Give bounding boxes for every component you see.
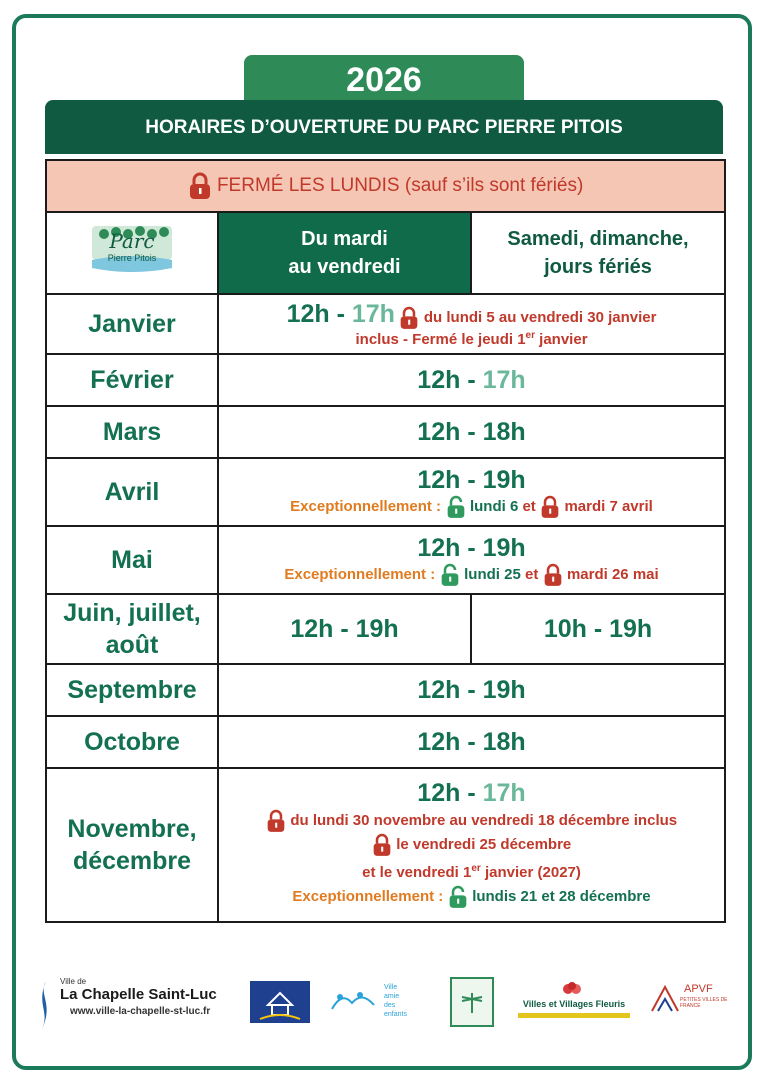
hours-range: 12h - 19h bbox=[417, 533, 526, 562]
house-icon bbox=[250, 981, 310, 1023]
hours-fevrier bbox=[218, 354, 725, 406]
city-name: La Chapelle Saint-Luc bbox=[60, 986, 217, 1003]
month-janvier: Janvier bbox=[46, 294, 218, 354]
hours-range: 12h - 19h bbox=[417, 465, 526, 494]
hours-ete-weekend: 10h - 19h bbox=[471, 594, 725, 664]
month-ete-line2: août bbox=[105, 631, 159, 659]
month-ete bbox=[46, 594, 218, 664]
open-padlock-icon bbox=[440, 563, 460, 587]
unicef-friendly-city-logo bbox=[330, 981, 420, 1025]
weekend-header-line2: jours fériés bbox=[544, 256, 652, 278]
exception-closed: mardi 7 avril bbox=[564, 497, 653, 515]
closure-note-2sup: er bbox=[525, 329, 535, 341]
weekday-header-line2: au vendredi bbox=[288, 256, 401, 278]
hours-close: 17h bbox=[482, 778, 526, 807]
closure-note-3a: et le vendredi 1 bbox=[362, 864, 472, 882]
exception-and: et bbox=[520, 565, 543, 583]
closed-padlock-icon bbox=[399, 306, 419, 330]
hours-open: 12h bbox=[417, 778, 461, 807]
exception-open: lundis 21 et 28 décembre bbox=[472, 888, 651, 906]
closure-note: du lundi 30 novembre au vendredi 18 décembre inclus bbox=[290, 811, 678, 829]
page-title: HORAIRES D’OUVERTURE DU PARC PIERRE PITOIS bbox=[45, 100, 723, 154]
month-septembre: Septembre bbox=[46, 664, 218, 716]
flower-icon bbox=[562, 981, 582, 997]
exception-open: lundi 6 bbox=[469, 497, 519, 515]
city-logo-prefix: Ville de bbox=[60, 977, 87, 986]
month-ete-line1: Juin, juillet, bbox=[63, 599, 201, 627]
hours-open: 12h bbox=[286, 300, 330, 329]
month-mai: Mai bbox=[46, 526, 218, 594]
hours-ete-weekday: 12h - 19h bbox=[218, 594, 471, 664]
weekday-header-line1: Du mardi bbox=[301, 228, 388, 250]
year-badge: 2026 bbox=[244, 55, 524, 105]
city-url: www.ville-la-chapelle-st-luc.fr bbox=[70, 1006, 211, 1017]
hours-sep: - bbox=[460, 417, 483, 446]
hours-close: 17h bbox=[482, 365, 526, 394]
closed-padlock-icon bbox=[266, 809, 286, 833]
hours-sep: - bbox=[460, 365, 483, 394]
weekend-header-line1: Samedi, dimanche, bbox=[507, 228, 689, 250]
hours-mars bbox=[218, 406, 725, 458]
exception-closed: mardi 26 mai bbox=[566, 565, 659, 583]
hours-close: 17h bbox=[351, 300, 395, 329]
closure-note-2a: inclus - Fermé le jeudi 1 bbox=[355, 330, 526, 348]
weekend-header bbox=[471, 212, 725, 294]
building-icon bbox=[650, 983, 680, 1013]
apvf-subtitle: PETITES VILLES DE FRANCE bbox=[680, 997, 728, 1009]
park-logo-subtitle: Pierre Pitois bbox=[107, 252, 157, 263]
closed-mondays-banner bbox=[46, 160, 725, 212]
closed-padlock-icon bbox=[372, 833, 392, 857]
hours-close: 18h bbox=[482, 417, 526, 446]
month-avril: Avril bbox=[46, 458, 218, 526]
villes-fleuris-text: Villes et Villages Fleuris bbox=[522, 999, 626, 1009]
closure-note-2: le vendredi 25 décembre bbox=[396, 836, 572, 854]
closed-padlock-icon bbox=[543, 563, 563, 587]
exception-label: Exceptionnellement : bbox=[292, 888, 444, 906]
amie-line2: amie bbox=[384, 993, 400, 1000]
footer-logos bbox=[30, 975, 740, 1035]
closed-padlock-icon bbox=[540, 495, 560, 519]
closed-banner-text: FERMÉ LES LUNDIS (sauf s’ils sont fériés) bbox=[216, 175, 584, 196]
month-mars: Mars bbox=[46, 406, 218, 458]
hours-novdec bbox=[218, 768, 725, 922]
hours-open: 12h bbox=[417, 365, 461, 394]
exception-label: Exceptionnellement : bbox=[290, 497, 442, 515]
hours-octobre: 12h - 18h bbox=[218, 716, 725, 768]
open-padlock-icon bbox=[446, 495, 466, 519]
closure-note: du lundi 5 au vendredi 30 janvier bbox=[423, 309, 657, 327]
month-novdec-line2: décembre bbox=[72, 847, 192, 875]
closure-note-3b: janvier (2027) bbox=[480, 864, 581, 882]
exception-open: lundi 25 bbox=[464, 565, 521, 583]
hours-janvier bbox=[218, 294, 725, 354]
children-icon bbox=[330, 987, 376, 1017]
dragonfly-icon bbox=[452, 979, 492, 1025]
apvf-title: APVF bbox=[684, 983, 713, 995]
park-logo-title: Parc bbox=[109, 228, 155, 253]
apvf-logo bbox=[650, 981, 730, 1025]
closed-padlock-icon bbox=[188, 172, 212, 200]
villes-fleuris-logo bbox=[514, 981, 634, 1025]
exception-and: et bbox=[518, 497, 540, 515]
hours-avril bbox=[218, 458, 725, 526]
amie-line3: des enfants bbox=[384, 1002, 407, 1018]
family-label-logo bbox=[250, 981, 310, 1023]
city-logo-icon bbox=[36, 981, 56, 1029]
hours-sep: - bbox=[329, 300, 352, 329]
hours-open: 12h bbox=[417, 417, 461, 446]
amie-line1: Ville bbox=[384, 984, 398, 991]
month-fevrier: Février bbox=[46, 354, 218, 406]
hours-sep: - bbox=[460, 778, 483, 807]
exception-label: Exceptionnellement : bbox=[284, 565, 436, 583]
zero-pesticide-logo bbox=[450, 977, 494, 1027]
month-novdec-line1: Novembre, bbox=[67, 815, 197, 843]
schedule-table bbox=[45, 159, 726, 923]
month-novdec bbox=[46, 768, 218, 922]
month-octobre: Octobre bbox=[46, 716, 218, 768]
closure-note-2b: janvier bbox=[535, 330, 588, 348]
open-padlock-icon bbox=[448, 885, 468, 909]
hours-mai bbox=[218, 526, 725, 594]
weekday-header bbox=[218, 212, 471, 294]
hours-septembre: 12h - 19h bbox=[218, 664, 725, 716]
closure-note-3sup: er bbox=[471, 863, 481, 875]
park-logo bbox=[46, 212, 218, 294]
